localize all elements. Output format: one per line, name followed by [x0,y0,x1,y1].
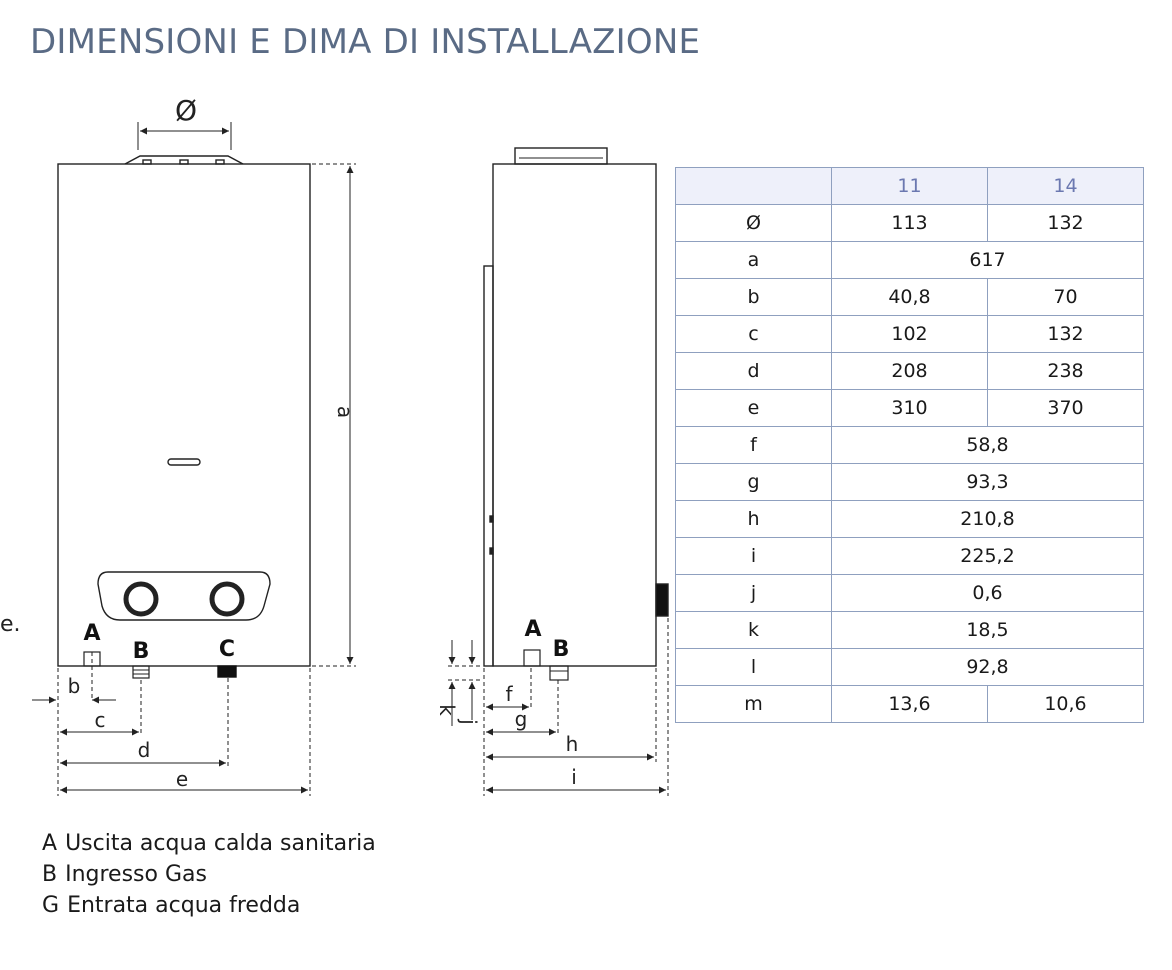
table-row [676,427,1144,464]
value-14: 132 [988,205,1144,242]
connections-legend [42,828,376,921]
value-14: 370 [988,390,1144,427]
label-f: f [505,682,513,706]
value-14: 238 [988,353,1144,390]
front-body [58,164,310,666]
row-label: c [676,316,832,353]
side-connection-a-label: A [524,617,542,642]
stray-text: e. [0,612,21,637]
label-d: d [137,738,151,762]
label-h: h [565,732,579,756]
front-slot [168,459,200,465]
value-shared: 92,8 [832,649,1144,686]
value-shared: 210,8 [832,501,1144,538]
table-row [676,612,1144,649]
table-row [676,538,1144,575]
table-row [676,575,1144,612]
table-row [676,279,1144,316]
value-11: 113 [832,205,988,242]
row-label: f [676,427,832,464]
value-shared: 93,3 [832,464,1144,501]
row-label: e [676,390,832,427]
legend-item [42,859,376,890]
value-14: 132 [988,316,1144,353]
legend-key: A [42,831,58,856]
label-c: c [94,708,106,732]
label-k: k [435,704,459,716]
value-11: 102 [832,316,988,353]
value-shared: 18,5 [832,612,1144,649]
row-label: d [676,353,832,390]
value-11: 310 [832,390,988,427]
side-knob [656,584,668,616]
header-model-11: 11 [832,168,988,205]
row-label: a [676,242,832,279]
label-diameter: Ø [174,94,198,127]
value-shared: 225,2 [832,538,1144,575]
value-shared: 0,6 [832,575,1144,612]
value-shared: 58,8 [832,427,1144,464]
header-model-14: 14 [988,168,1144,205]
table-header-row [676,168,1144,205]
value-shared: 617 [832,242,1144,279]
front-view [32,122,356,796]
table-row [676,242,1144,279]
label-b: b [67,674,81,698]
row-label: i [676,538,832,575]
side-flue [515,148,607,164]
row-label: l [676,649,832,686]
table-row [676,649,1144,686]
label-a: a [333,405,357,419]
page-title: DIMENSIONI E DIMA DI INSTALLAZIONE [30,22,701,62]
value-11: 208 [832,353,988,390]
table-row [676,353,1144,390]
connection-a-label: A [83,621,101,646]
value-11: 40,8 [832,279,988,316]
table-row [676,205,1144,242]
right-knob [212,584,242,614]
label-e: e [175,767,189,791]
legend-key: B [42,862,58,887]
legend-item [42,890,376,921]
value-11: 13,6 [832,686,988,723]
side-view [448,148,668,796]
legend-key: G [42,893,60,918]
installation-drawing [0,0,670,820]
connection-c-label: C [218,637,236,662]
table-row [676,390,1144,427]
row-label: b [676,279,832,316]
row-label: m [676,686,832,723]
label-j: j [457,719,481,725]
row-label: k [676,612,832,649]
row-label: j [676,575,832,612]
row-label: g [676,464,832,501]
legend-item [42,828,376,859]
label-g: g [514,707,528,731]
side-body [493,164,656,666]
row-label: Ø [676,205,832,242]
legend-text: Entrata acqua fredda [67,893,301,918]
connection-b-label: B [132,639,150,664]
header-label [676,168,832,205]
legend-text: Ingresso Gas [65,862,207,887]
left-knob [126,584,156,614]
table-row [676,464,1144,501]
label-i: i [571,765,577,789]
table-row [676,316,1144,353]
legend-text: Uscita acqua calda sanitaria [65,831,376,856]
table-row [676,501,1144,538]
side-connection-b-label: B [552,637,570,662]
table-row [676,686,1144,723]
value-14: 10,6 [988,686,1144,723]
row-label: h [676,501,832,538]
dimensions-table [675,167,1144,723]
wall-plate [484,266,493,666]
value-14: 70 [988,279,1144,316]
